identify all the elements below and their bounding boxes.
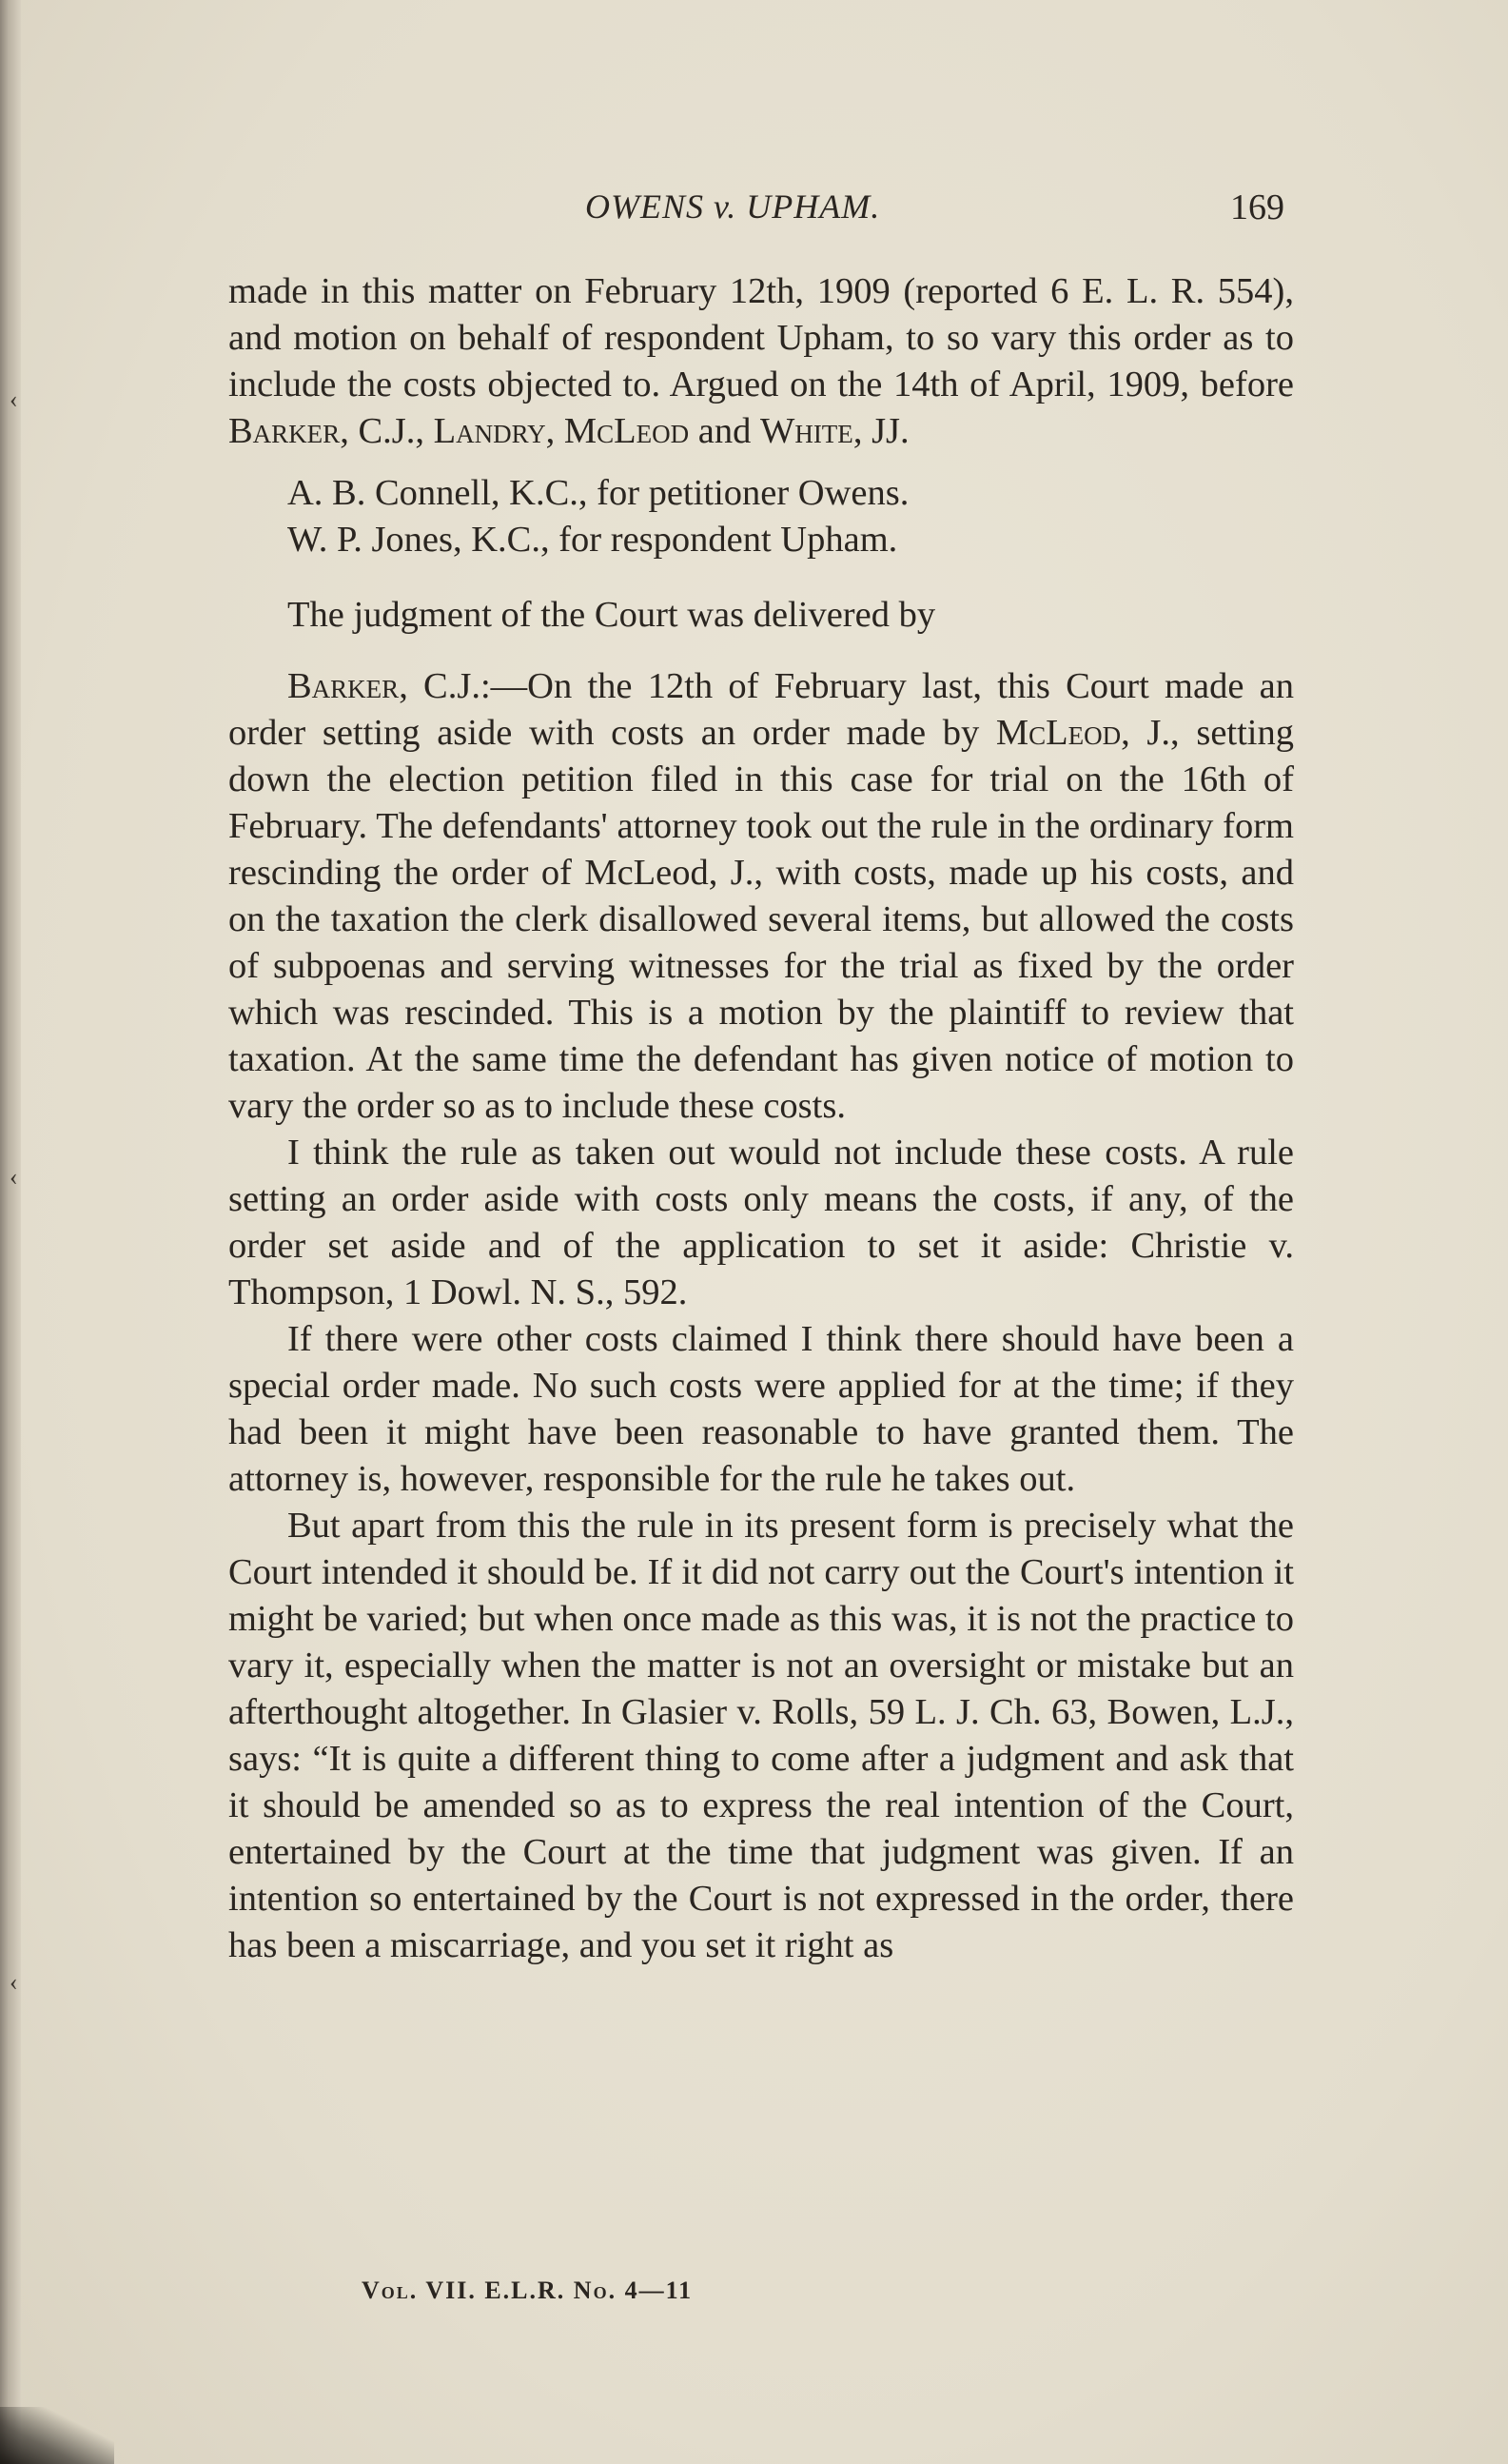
judgment-opening-paragraph: [228, 663, 1294, 1130]
opening-text-1: On the 12th of February last, this Court made an order setting aside with costs an order made by: [228, 666, 1295, 753]
counsel-petitioner: A. B. Connell, K.C., for petitioner Owens.: [287, 473, 910, 513]
judge-mcleod: McLeod: [563, 411, 690, 451]
margin-mark: ‹: [10, 385, 18, 413]
judge-white: White: [759, 411, 853, 451]
opening-text-2: , J., setting down the election petition filed in this case for trial on the 16th of February. The defendants' attorney took out the rule in the ordinary form rescinding the order of McLeod, J., with costs, made up his costs, and on the taxation the clerk disallowed several items, but allowed the costs of subpoenas and serving witnesses for the trial as fixed by the order which was rescinded. This is a motion by the plaintiff to review that taxation. At the same time the defendant has given notice of motion to vary the order so as to include these costs.: [228, 713, 1294, 1126]
judge-landry: Landry: [433, 411, 546, 451]
intro-text: made in this matter on February 12th, 1909 (reported 6 E. L. R. 554), and motion on behalf of respondent Upham, to so vary this order as to include the costs objected to. Argued on the 14th of April, 1909, before: [228, 271, 1294, 404]
page-header: [228, 187, 1294, 244]
book-binding-edge: [0, 0, 21, 2464]
margin-mark: ‹: [10, 1968, 18, 1996]
judge-white-suffix: , JJ.: [852, 411, 910, 451]
judge-barker: Barker: [228, 411, 341, 451]
running-head: OWENS v. UPHAM.: [585, 187, 881, 226]
paragraph-4: But apart from this the rule in its present form is precisely what the Court intended it should be. If it did not carry out the Court's intention it might be varied; but when once made as this was, it is not the practice to vary it, especially when the matter is not an oversight or mistake but an afterthought altogether. In Glasier v. Rolls, 59 L. J. Ch. 63, Bowen, L.J., says: “It is quite a different thing to come after a judgment and ask that it should be amended so as to express the real intention of the Court, entertained by the Court at the time that judgment was given. If an intention so entertained by the Court is not expressed in the order, there has been a miscarriage, and you set it right as: [228, 1506, 1294, 1965]
page-number: 169: [1230, 187, 1284, 227]
page-corner-shadow: [0, 2407, 114, 2464]
judge-barker-suffix: , C.J.,: [340, 411, 424, 451]
counsel-respondent: W. P. Jones, K.C., for respondent Upham.: [287, 520, 898, 560]
opening-judge-name: Barker: [287, 666, 400, 706]
intro-paragraph: made in this matter on February 12th, 1909 (reported 6 E. L. R. 554), and motion on behalf of respondent Upham, to so vary this order as to include the costs objected to. Argued on the 14th of April, 1909, before Barker, C.J., Landry, McLeod and White, JJ.: [228, 271, 1294, 451]
paragraph-2: I think the rule as taken out would not include these costs. A rule setting an order aside with costs only means the costs, if any, of the order set aside and of the application to set it aside: Christie v. Thompson, 1 Dowl. N. S., 592.: [228, 1133, 1294, 1312]
margin-mark: ‹: [10, 1163, 18, 1191]
signature-mark: Vol. VII. E.L.R. No. 4—11: [362, 2277, 694, 2304]
paragraph-3: If there were other costs claimed I think there should have been a special order made. No such costs were applied for at the time; if they had been it might have been reasonable to have granted them. The attorney is, however, responsible for the rule he takes out.: [228, 1319, 1294, 1499]
judges-and: and: [697, 411, 752, 451]
judgment-delivered-line: The judgment of the Court was delivered by: [287, 595, 936, 635]
body-text: [228, 268, 1294, 1969]
opening-judge-suffix: , C.J.:—: [399, 666, 528, 706]
opening-mcleod: McLeod: [995, 713, 1122, 753]
